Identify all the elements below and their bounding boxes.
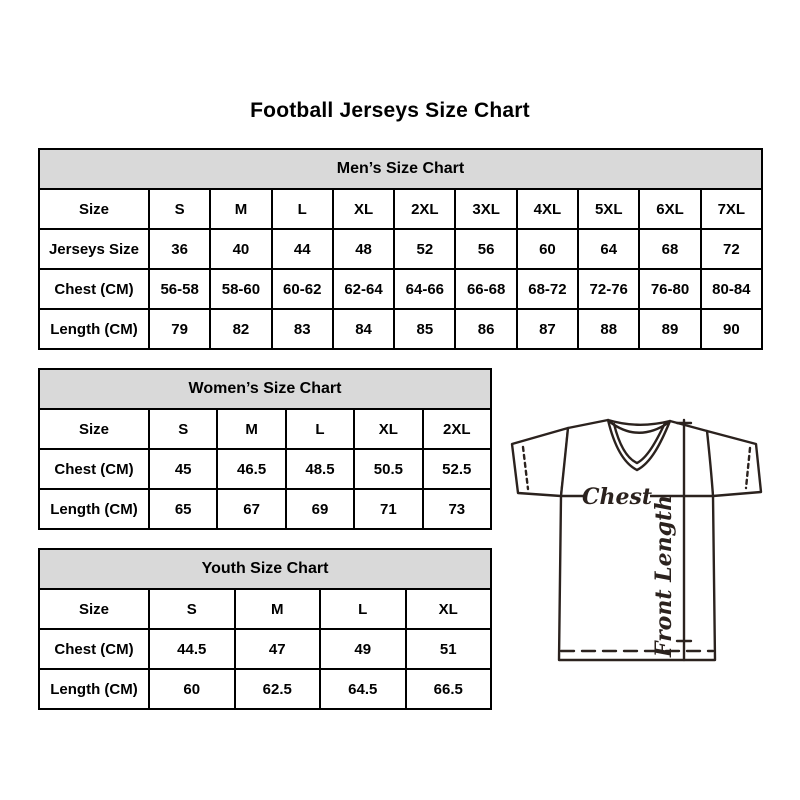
youth-value-cell: 51 <box>406 629 492 669</box>
mens-value-cell: 44 <box>272 229 333 269</box>
mens-value-cell: 82 <box>210 309 271 349</box>
womens-value-cell: M <box>217 409 285 449</box>
youth-value-cell: 44.5 <box>149 629 235 669</box>
youth-value-cell: 60 <box>149 669 235 709</box>
mens-value-cell: 66-68 <box>455 269 516 309</box>
mens-value-cell: XL <box>333 189 394 229</box>
mens-value-cell: 89 <box>639 309 700 349</box>
womens-value-cell: 2XL <box>423 409 491 449</box>
mens-value-cell: 79 <box>149 309 210 349</box>
womens-row-label: Size <box>39 409 149 449</box>
mens-table-title: Men’s Size Chart <box>39 149 762 189</box>
mens-value-cell: 88 <box>578 309 639 349</box>
mens-value-cell: 84 <box>333 309 394 349</box>
youth-value-cell: XL <box>406 589 492 629</box>
youth-row-label: Size <box>39 589 149 629</box>
mens-value-cell: 85 <box>394 309 455 349</box>
mens-value-cell: 86 <box>455 309 516 349</box>
youth-table-title: Youth Size Chart <box>39 549 491 589</box>
mens-row-label: Size <box>39 189 149 229</box>
mens-value-cell: S <box>149 189 210 229</box>
jersey-body <box>559 420 715 660</box>
womens-value-cell: 73 <box>423 489 491 529</box>
mens-value-cell: 90 <box>701 309 762 349</box>
womens-value-cell: 71 <box>354 489 422 529</box>
mens-value-cell: 60-62 <box>272 269 333 309</box>
womens-value-cell: 52.5 <box>423 449 491 489</box>
mens-row-label: Length (CM) <box>39 309 149 349</box>
womens-value-cell: 46.5 <box>217 449 285 489</box>
youth-value-cell: 64.5 <box>320 669 406 709</box>
mens-value-cell: 72-76 <box>578 269 639 309</box>
womens-value-cell: 48.5 <box>286 449 354 489</box>
mens-value-cell: 64-66 <box>394 269 455 309</box>
youth-value-cell: 49 <box>320 629 406 669</box>
mens-row-label: Jerseys Size <box>39 229 149 269</box>
mens-value-cell: 80-84 <box>701 269 762 309</box>
youth-value-cell: L <box>320 589 406 629</box>
mens-row-label: Chest (CM) <box>39 269 149 309</box>
mens-value-cell: 4XL <box>517 189 578 229</box>
mens-value-cell: 87 <box>517 309 578 349</box>
mens-value-cell: 60 <box>517 229 578 269</box>
mens-value-cell: M <box>210 189 271 229</box>
youth-value-cell: 66.5 <box>406 669 492 709</box>
mens-value-cell: 48 <box>333 229 394 269</box>
mens-value-cell: 62-64 <box>333 269 394 309</box>
youth-value-cell: 47 <box>235 629 321 669</box>
womens-value-cell: 65 <box>149 489 217 529</box>
womens-value-cell: 45 <box>149 449 217 489</box>
mens-value-cell: L <box>272 189 333 229</box>
mens-value-cell: 2XL <box>394 189 455 229</box>
youth-size-table <box>38 548 492 710</box>
mens-value-cell: 36 <box>149 229 210 269</box>
mens-value-cell: 3XL <box>455 189 516 229</box>
mens-value-cell: 68-72 <box>517 269 578 309</box>
jersey-right-sleeve <box>707 431 761 496</box>
womens-value-cell: 69 <box>286 489 354 529</box>
youth-value-cell: 62.5 <box>235 669 321 709</box>
mens-value-cell: 58-60 <box>210 269 271 309</box>
mens-value-cell: 6XL <box>639 189 700 229</box>
womens-row-label: Length (CM) <box>39 489 149 529</box>
mens-value-cell: 68 <box>639 229 700 269</box>
chest-label: Chest <box>581 484 653 510</box>
mens-value-cell: 56-58 <box>149 269 210 309</box>
womens-row-label: Chest (CM) <box>39 449 149 489</box>
womens-size-table <box>38 368 492 530</box>
womens-value-cell: XL <box>354 409 422 449</box>
mens-size-table <box>38 148 763 350</box>
mens-value-cell: 83 <box>272 309 333 349</box>
youth-row-label: Chest (CM) <box>39 629 149 669</box>
womens-value-cell: 50.5 <box>354 449 422 489</box>
mens-value-cell: 52 <box>394 229 455 269</box>
youth-row-label: Length (CM) <box>39 669 149 709</box>
womens-value-cell: S <box>149 409 217 449</box>
mens-value-cell: 5XL <box>578 189 639 229</box>
youth-value-cell: S <box>149 589 235 629</box>
front-length-label: Front Length <box>651 494 677 658</box>
womens-table-title: Women’s Size Chart <box>39 369 491 409</box>
mens-value-cell: 64 <box>578 229 639 269</box>
womens-value-cell: 67 <box>217 489 285 529</box>
jersey-measurement-diagram <box>505 413 767 671</box>
jersey-left-sleeve <box>512 428 568 496</box>
womens-value-cell: L <box>286 409 354 449</box>
mens-value-cell: 7XL <box>701 189 762 229</box>
mens-value-cell: 40 <box>210 229 271 269</box>
youth-value-cell: M <box>235 589 321 629</box>
mens-value-cell: 72 <box>701 229 762 269</box>
page-title: Football Jerseys Size Chart <box>250 99 530 122</box>
mens-value-cell: 76-80 <box>639 269 700 309</box>
mens-value-cell: 56 <box>455 229 516 269</box>
